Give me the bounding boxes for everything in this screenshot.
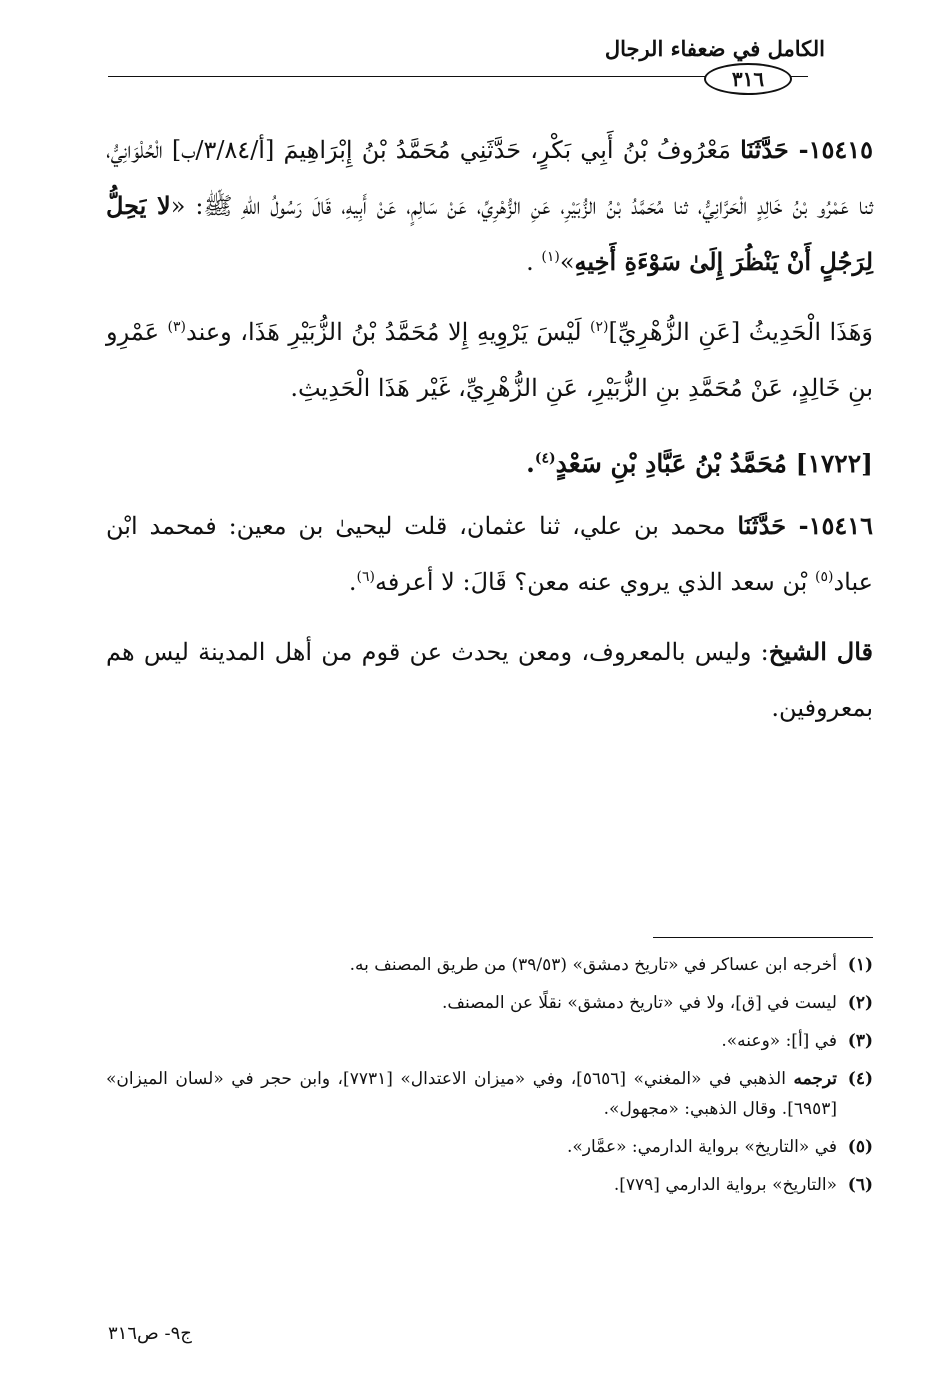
footnote-ref-6: (٦) <box>356 569 375 585</box>
haddathana-word: - حَدَّثَنَا <box>737 511 809 540</box>
footnote-number: (١) <box>847 955 873 975</box>
footnote-text <box>106 950 837 980</box>
narrator-name: [١٧٢٢] مُحَمَّدُ بْنُ عَبَّادِ بْنِ سَعْدٍ <box>555 449 873 478</box>
footnote-text <box>106 1170 837 1200</box>
commentary-text-a: وَهَذَا الْحَدِيثُ [عَنِ الزُّهْرِيِّ] <box>608 318 874 346</box>
footnote-text <box>106 1026 837 1056</box>
shaykh-paragraph <box>106 624 873 736</box>
footnote-bold: ترجمه <box>793 1069 838 1089</box>
paragraph-end: . <box>526 248 542 276</box>
isnad-text: مَعْرُوفُ بْنُ أَبِي بَكْرٍ، حَدَّثَنِي مُحَمَّدُ بْنُ إِبْرَاهِيمَ [أ/٣/٨٤/ب] الْحُلْوَانِيُّ، ثنا عَمْرُو بْنُ خَالِدٍ الْحَرَّانِيُّ، ثنا مُحَمَّدُ بْنُ الزُّبَيْرِ، عَنِ الزُّهْرِيِّ، عَنْ سَالِمٍ، عَنْ أَبِيهِ، قَالَ رَسُولُ اللهِ ﷺ: « <box>106 136 874 220</box>
commentary-text-c: عَمْرِو بنِ خَالِدٍ، عَنْ مُحَمَّدِ بنِ الزُّبَيْرِ، عَنِ الزُّهْرِيِّ، غَيْر هَذَا الْحَدِيثِ. <box>106 318 873 402</box>
hadith-paragraph-15415 <box>106 122 873 290</box>
footnotes <box>106 950 873 1208</box>
footnote-item <box>106 1026 873 1056</box>
hadith-matn: لا يَحِلُّ لِرَجُلٍ أَنْ يَنْظُرَ إِلَىٰ سَوْءَةِ أَخِيهِ <box>106 191 873 276</box>
commentary-text-b: لَيْسَ يَرْوِيهِ إِلا مُحَمَّدُ بْنُ الزُّبَيْرِ هَذَا، وعند <box>185 318 591 346</box>
volume-page-reference: ج٩- ص٣١٦ <box>108 1323 192 1344</box>
footnote-ref-1: (١) <box>541 249 560 265</box>
footnote-ref-2: (٢) <box>590 319 609 335</box>
footnote-text <box>106 988 837 1018</box>
footnote-ref-3: (٣) <box>167 319 186 335</box>
book-title: الكامل في ضعفاء الرجال <box>604 36 825 61</box>
footnote-number: (٣) <box>847 1031 873 1051</box>
quote-close: » <box>559 248 575 276</box>
hadith-paragraph-15416 <box>106 498 873 610</box>
paragraph-end: . <box>348 568 357 596</box>
header-rule <box>108 76 808 77</box>
footnote-item <box>106 950 873 980</box>
footnote-body: الذهبي في «المغني» [٥٦٥٦]، وفي «ميزان الاعتدال» [٧٧٣١]، وابن حجر في «لسان الميزان» [٦٩٥٣]. وقال الذهبي: «مجهول». <box>106 1069 837 1119</box>
page-number: ٣١٦ <box>704 63 792 95</box>
footnote-ref-5: (٥) <box>814 569 834 585</box>
footnote-item <box>106 988 873 1018</box>
haddathana-word: - حَدَّثَنَا <box>740 135 809 164</box>
footnote-item <box>106 1064 873 1124</box>
shaykh-label: قال الشيخ <box>768 637 873 666</box>
footnote-body: ليست في [ق]، ولا في «تاريخ دمشق» نقلًا عن المصنف. <box>441 993 837 1013</box>
main-text <box>106 122 873 736</box>
footnote-number: (٦) <box>847 1175 873 1195</box>
footnote-body: في [أ]: «وعنه». <box>721 1031 837 1051</box>
narrator-heading <box>106 436 873 492</box>
footnote-item <box>106 1132 873 1162</box>
footnote-number: (٤) <box>847 1069 873 1089</box>
footnote-text <box>106 1064 837 1124</box>
shaykh-text: : وليس بالمعروف، ومعن يحدث عن قوم من أهل المدينة ليس هم بمعروفين. <box>106 638 873 722</box>
footnote-body: في «التاريخ» برواية الدارمي: «عمَّار». <box>566 1137 837 1157</box>
report-text-a: محمد بن علي، ثنا عثمان، قلت ليحيىٰ بن معين: فمحمد ابْن عباد <box>106 512 873 596</box>
footnote-ref-4: (٤) <box>534 450 556 467</box>
report-text-b: بْن سعد الذي يروي عنه معن؟ قَالَ: لا أعرفه <box>374 568 815 596</box>
footnote-number: (٥) <box>847 1137 873 1157</box>
footnote-body: «التاريخ» برواية الدارمي [٧٧٩]. <box>613 1175 837 1195</box>
footnote-number: (٢) <box>847 993 873 1013</box>
hadith-number: ١٥٤١٥ <box>808 135 874 164</box>
footnote-text <box>106 1132 837 1162</box>
hadith-number: ١٥٤١٦ <box>808 511 874 540</box>
heading-end: . <box>526 449 535 478</box>
footnote-body: أخرجه ابن عساكر في «تاريخ دمشق» (٣٩/٥٣) من طريق المصنف به. <box>349 955 837 975</box>
footnote-item <box>106 1170 873 1200</box>
commentary-paragraph <box>106 304 873 416</box>
footnote-rule <box>653 937 873 938</box>
